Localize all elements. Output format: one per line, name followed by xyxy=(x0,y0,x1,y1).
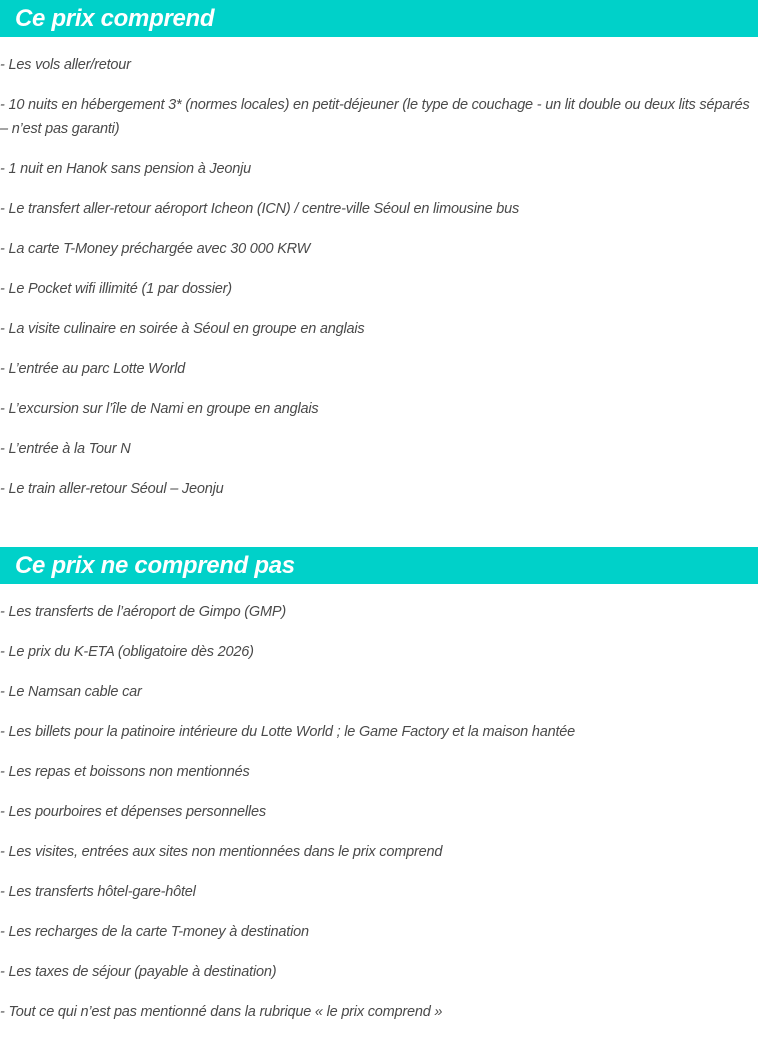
list-item: - Les transferts hôtel-gare-hôtel xyxy=(0,884,196,900)
list-item: - La carte T-Money préchargée avec 30 000 KRW xyxy=(0,241,311,257)
list-item: - L’entrée à la Tour N xyxy=(0,441,131,457)
section-title: Ce prix comprend xyxy=(15,5,215,32)
excluded-list xyxy=(0,584,758,1024)
list-item: - 10 nuits en hébergement 3* (normes locales) en petit-déjeuner (le type de couchage - un lit double ou deux lits séparés – n’est pas garanti) xyxy=(0,97,750,137)
list-item: - Les visites, entrées aux sites non mentionnées dans le prix comprend xyxy=(0,844,443,860)
list-item: - Les transferts de l’aéroport de Gimpo (GMP) xyxy=(0,604,286,620)
list-item: - Les pourboires et dépenses personnelles xyxy=(0,804,266,820)
list-item: - Le prix du K-ETA (obligatoire dès 2026) xyxy=(0,644,254,660)
section-header-excludes xyxy=(0,547,758,584)
list-item: - Tout ce qui n’est pas mentionné dans la rubrique « le prix comprend » xyxy=(0,1004,443,1020)
list-item: - Les billets pour la patinoire intérieure du Lotte World ; le Game Factory et la maison hantée xyxy=(0,724,575,740)
price-excludes-section xyxy=(0,547,758,1024)
included-list xyxy=(0,37,758,501)
list-item: - Le train aller-retour Séoul – Jeonju xyxy=(0,481,224,497)
list-item: - Le Namsan cable car xyxy=(0,684,142,700)
list-item: - 1 nuit en Hanok sans pension à Jeonju xyxy=(0,161,251,177)
list-item: - Les taxes de séjour (payable à destination) xyxy=(0,964,277,980)
list-item: - Les repas et boissons non mentionnés xyxy=(0,764,250,780)
list-item: - Les vols aller/retour xyxy=(0,57,131,73)
list-item: - La visite culinaire en soirée à Séoul en groupe en anglais xyxy=(0,321,365,337)
section-header-includes xyxy=(0,0,758,37)
list-item: - Le Pocket wifi illimité (1 par dossier) xyxy=(0,281,232,297)
section-title: Ce prix ne comprend pas xyxy=(15,552,295,579)
price-includes-section xyxy=(0,0,758,501)
list-item: - Le transfert aller-retour aéroport Icheon (ICN) / centre-ville Séoul en limousine bus xyxy=(0,201,520,217)
list-item: - L’excursion sur l’île de Nami en groupe en anglais xyxy=(0,401,319,417)
list-item: - L’entrée au parc Lotte World xyxy=(0,361,186,377)
list-item: - Les recharges de la carte T-money à destination xyxy=(0,924,309,940)
